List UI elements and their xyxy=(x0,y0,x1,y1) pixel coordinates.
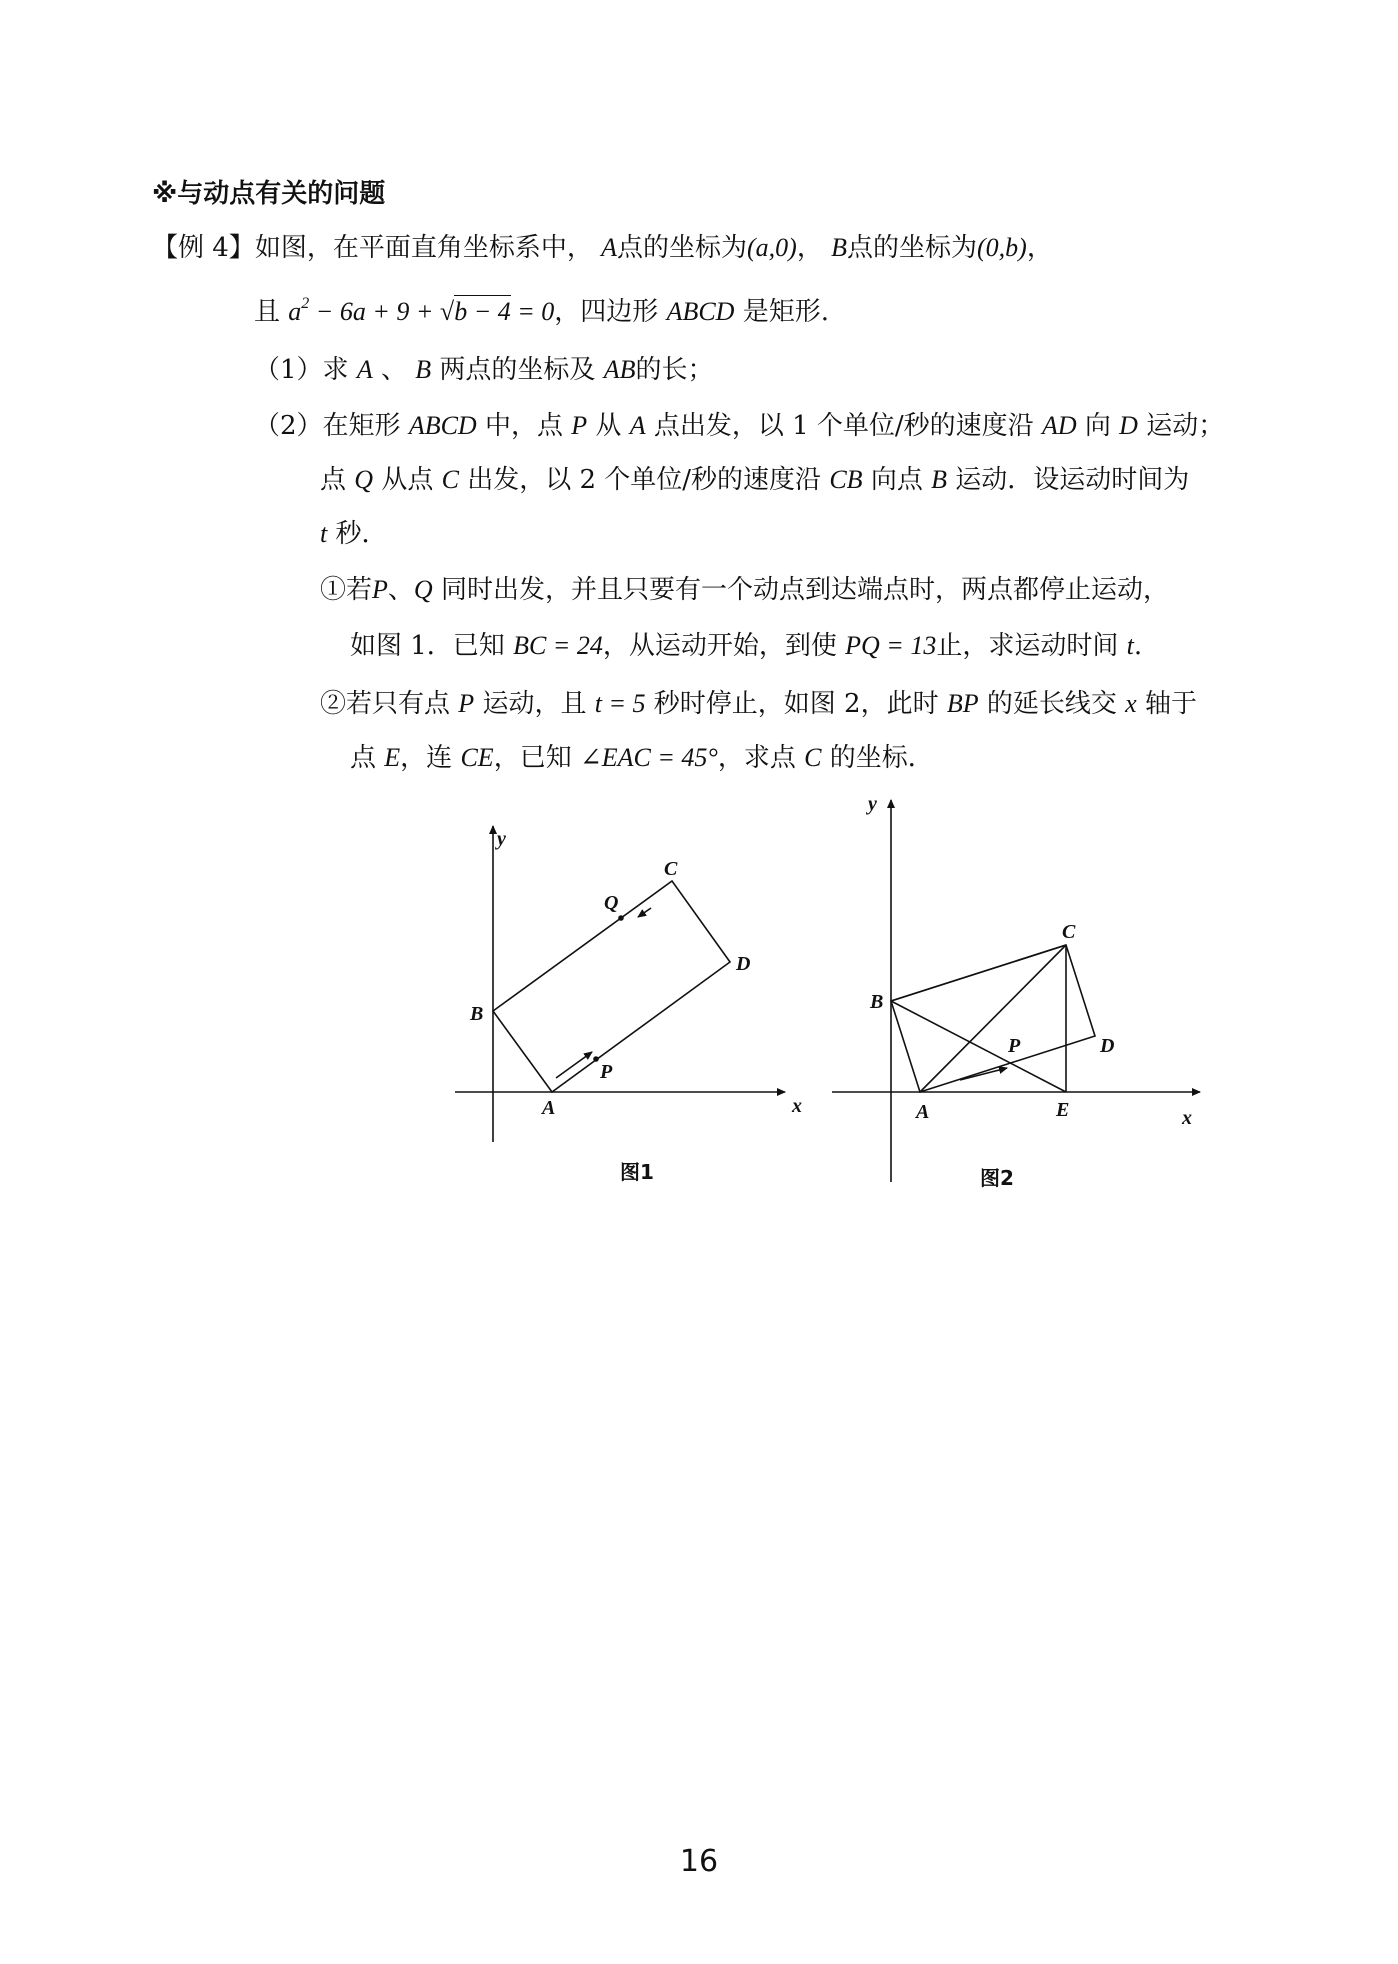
figure-1-label-x: x xyxy=(792,1095,802,1117)
figure-2-label-d: D xyxy=(1100,1035,1115,1057)
figure-1-label-p: P xyxy=(600,1061,613,1083)
figure-1-label-d: D xyxy=(736,953,751,975)
sub-question-2-line-2: 点 E，连 CE，已知 ∠EAC = 45°，求点 C 的坐标． xyxy=(350,743,934,773)
figure-2-label-p: P xyxy=(1008,1035,1021,1057)
figure-1-label-c: C xyxy=(664,858,678,880)
figure-1-label-y: y xyxy=(497,828,506,850)
question-2-line-1: （2）在矩形 ABCD 中，点 P 从 A 点出发，以 1 个单位/秒的速度沿 AD 向 D 运动； xyxy=(254,411,1225,441)
section-title: ※与动点有关的问题 xyxy=(152,179,386,209)
figure-1-label-q: Q xyxy=(604,892,619,914)
figure-2-segment-bc xyxy=(891,945,1066,1001)
question-1: （1）求 A 、 B 两点的坐标及 AB的长； xyxy=(254,355,714,385)
figure-2-label-y: y xyxy=(868,793,877,815)
example-label: 【例 4】 xyxy=(152,233,255,263)
figure-2-segment-be xyxy=(891,1001,1066,1092)
figure-2-segment-ac xyxy=(920,945,1066,1092)
figure-1-caption: 图1 xyxy=(620,1160,654,1184)
figure-1-label-a: A xyxy=(542,1097,556,1119)
equation: $a^2 - 6a + 9 + √b - 4 = 0$ xyxy=(288,295,555,326)
question-2-line-3: t 秒． xyxy=(320,519,388,549)
question-2-line-2: 点 Q 从点 C 出发，以 2 个单位/秒的速度沿 CB 向点 B 运动．设运动时间为 xyxy=(320,465,1190,495)
example-line-2: 且 $a^2 - 6a + 9 + √b - 4 = 0$，四边形 ABCD 是矩形. xyxy=(254,295,829,327)
figure-2-label-x: x xyxy=(1182,1107,1192,1129)
sub-question-1-line-2: 如图 1．已知 BC = 24，从运动开始，到使 PQ = 13止，求运动时间 t. xyxy=(350,631,1143,661)
figure-2-arrow-p xyxy=(960,1068,1007,1080)
figure-2-label-c: C xyxy=(1062,921,1076,943)
page-number: 16 xyxy=(679,1844,719,1879)
figure-2-label-a: A xyxy=(916,1101,930,1123)
figure-2-caption: 图2 xyxy=(980,1166,1014,1190)
figure-2-label-b: B xyxy=(870,991,884,1013)
example-line-1: 【例 4】如图，在平面直角坐标系中， A点的坐标为(a,0)， B点的坐标为(0,b)， xyxy=(152,233,1053,263)
figure-2-label-e: E xyxy=(1056,1099,1070,1121)
sub-question-1-line-1: ①若P、Q 同时出发，并且只要有一个动点到达端点时，两点都停止运动， xyxy=(320,575,1169,605)
sub-question-2-line-1: ②若只有点 P 运动，且 t = 5 秒时停止，如图 2，此时 BP 的延长线交 x 轴于 xyxy=(320,689,1197,719)
figure-2-drawing xyxy=(832,800,1200,1182)
figure-1-label-b: B xyxy=(470,1003,484,1025)
